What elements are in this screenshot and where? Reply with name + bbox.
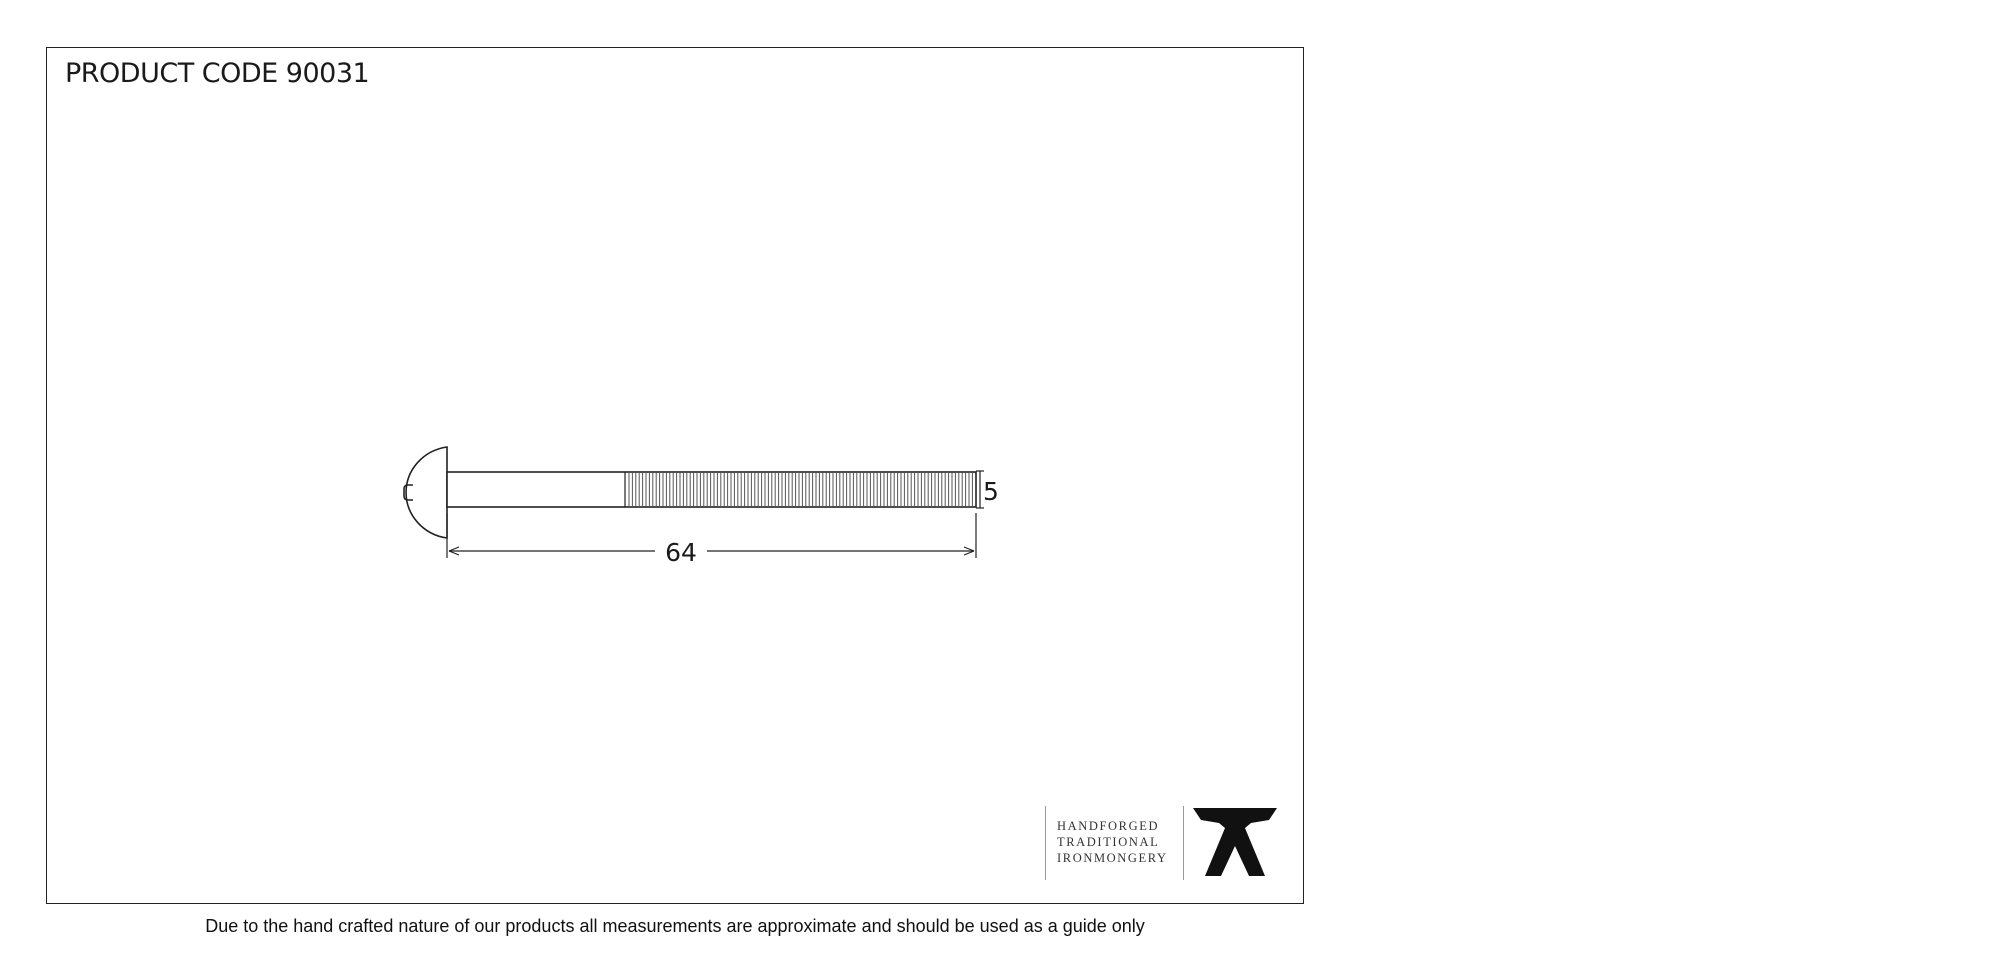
diameter-label: 5: [983, 477, 999, 506]
technical-drawing: [47, 48, 1305, 905]
product-code: PRODUCT CODE 90031: [65, 58, 370, 89]
drawing-sheet: [46, 47, 1304, 904]
logo-line-3: IRONMONGERY: [1057, 851, 1168, 865]
logo-line-2: TRADITIONAL: [1057, 835, 1160, 849]
brand-logo: [1045, 806, 1285, 880]
screw: [404, 447, 976, 538]
screw-head: [406, 447, 447, 538]
logo-divider: [1183, 806, 1184, 880]
length-dimension: [447, 513, 976, 558]
anvil-icon: [1191, 806, 1281, 880]
logo-text: [1057, 818, 1177, 866]
logo-line-1: HANDFORGED: [1057, 819, 1160, 833]
screw-shank: [447, 472, 976, 507]
disclaimer: Due to the hand crafted nature of our products all measurements are approximate and should be used as a guide only: [205, 916, 1145, 936]
logo-divider: [1045, 806, 1046, 880]
length-label: 64: [665, 538, 697, 567]
